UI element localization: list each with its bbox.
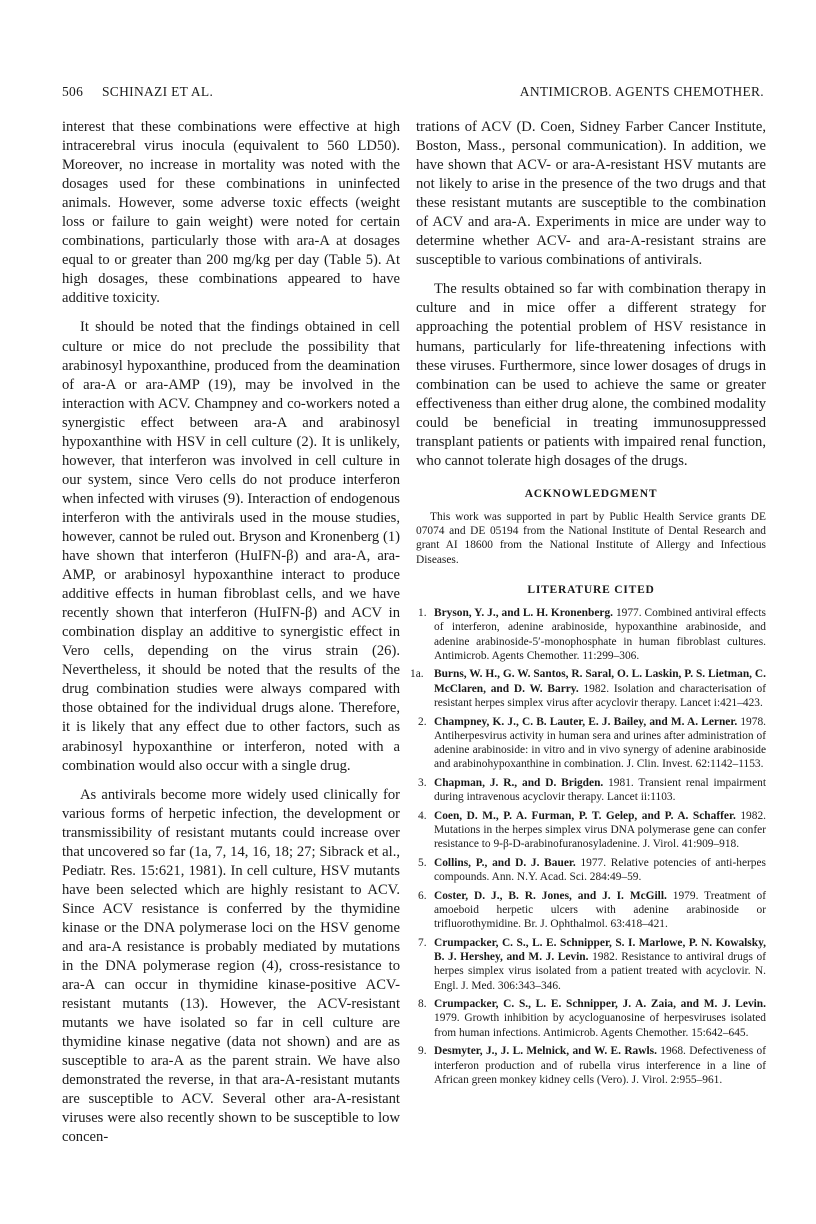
reference-authors: Coen, D. M., P. A. Furman, P. T. Gelep, and P. A. Schaffer. [434, 809, 736, 822]
reference-details: 1978. Antiherpesvirus activity in human sera and urines after administration of adenine arabinoside: in vitro and in vivo synergy of adenine arabinoside and arabinohypoxanthine in combination. J. Clin. Invest. 62:1142–1153. [434, 715, 766, 771]
reference-details: 1982. Mutations in the herpes simplex virus DNA polymerase gene can confer resistance to 9-β-D-arabinofuranosyladenine. J. Virol. 41:909–918. [434, 809, 766, 851]
reference-details: 1981. Transient renal impairment during intravenous acyclovir therapy. Lancet ii:1103. [434, 776, 767, 804]
reference-number: 8. [418, 998, 427, 1011]
running-header [62, 84, 764, 106]
reference-number: 6. [418, 889, 427, 902]
reference-details: 1977. Combined antiviral effects of interferon, adenine arabinoside, hypoxanthine arabinoside, and adenine arabinoside-5′-monophosphate in human fibroblast cultures. Antimicrob. Agents Chemother. 11:299–306. [434, 607, 766, 662]
reference-authors: Collins, P., and D. J. Bauer. [434, 856, 576, 869]
reference-list [410, 606, 767, 1087]
reference-number: 4. [418, 809, 427, 822]
reference-number: 9. [418, 1045, 427, 1058]
reference-item [416, 889, 766, 932]
reference-item [410, 667, 766, 710]
reference-authors: Champney, K. J., C. B. Lauter, E. J. Bailey, and M. A. Lerner. [434, 715, 738, 728]
reference-number: 7. [418, 936, 427, 949]
page-number: 506 [62, 84, 84, 99]
reference-item [416, 1044, 766, 1087]
body-paragraph: trations of ACV (D. Coen, Sidney Farber Cancer Institute, Boston, Mass., personal communication). In addition, we have shown that ACV- or ara-A-resistant HSV mutants are not likely to arise in the presence of the two drugs and that these resistant mutants are susceptible to the combination of ACV and ara-A. Experiments in mice are under way to determine whether ACV- and ara-A-resistant strains are susceptible to various combinations of antivirals. [416, 119, 766, 269]
reference-authors: Bryson, Y. J., and L. H. Kronenberg. [434, 607, 613, 620]
body-paragraph: interest that these combinations were effective at high intracerebral virus inocula (equivalent to 560 LD50). Moreover, no increase in mortality was noted with the dosages used for these combinations in uninfected animals. However, some adverse toxic effects (weight loss or failure to gain weight) were noted for certain combinations, particularly those with ara-A at dosages equal to or greater than 200 mg/kg per day (Table 5). At high dosages, these combinations appeared to have additive toxicity. [62, 119, 400, 307]
acknowledgment-heading: ACKNOWLEDGMENT [524, 487, 658, 500]
literature-cited-heading: LITERATURE CITED [527, 584, 655, 597]
reference-authors: Crumpacker, C. S., L. E. Schnipper, S. I. Marlowe, P. N. Kowalsky, B. J. Hershey, and M. J. Levin. [434, 936, 766, 964]
reference-authors: Burns, W. H., G. W. Santos, R. Saral, O. L. Laskin, P. S. Lietman, C. McClaren, and D. W. Barry. [434, 668, 766, 695]
reference-item [416, 715, 766, 772]
reference-details: 1979. Growth inhibition by acycloguanosine of herpesviruses isolated from human infections. Antimicrob. Agents Chemother. 15:642–645. [434, 1012, 766, 1039]
reference-number: 1a. [410, 668, 424, 681]
reference-item [416, 997, 766, 1040]
reference-authors: Desmyter, J., J. L. Melnick, and W. E. Rawls. [434, 1045, 657, 1058]
reference-authors: Chapman, J. R., and D. Brigden. [434, 776, 604, 789]
reference-details: 1968. Defectiveness of interferon production and of rubella virus interference in a line of African green monkey kidney cells (Vero). J. Virol. 2:955–961. [434, 1045, 766, 1086]
running-authors: SCHINAZI ET AL. [102, 84, 214, 99]
reference-number: 2. [418, 715, 427, 728]
body-paragraph: The results obtained so far with combination therapy in culture and in mice offer a different strategy for approaching the potential problem of HSV resistance in humans, particularly for life-threatening infections with these viruses. Furthermore, since lower dosages of drugs in combination can be used to achieve the same or greater effectiveness than either drug alone, the combined modality could be beneficial in treating immunosuppressed transplant patients or patients with impaired renal function, who cannot tolerate high dosages of the drugs. [416, 281, 766, 469]
reference-item [416, 606, 766, 663]
body-paragraph: As antivirals become more widely used clinically for various forms of herpetic infection, the development or transmissibility of resistant mutants could increase over that uncovered so far (1a, 7, 14, 16, 18; 27; Sibrack et al., Pediatr. Res. 15:621, 1981). In cell culture, HSV mutants have been selected which are highly resistant to ACV. Since ACV resistance is conferred by the thymidine kinase or the DNA polymerase loci on the HSV genome and ara-A resistance is probably mediated by mutations in the DNA polymerase region (4), cross-resistance to ara-A can occur in thymidine kinase-positive ACV-resistant mutants (13). However, the ACV-resistant mutants we have isolated so far in cell culture are thymidine kinase negative (data not shown) and are as susceptible to ara-A as the parent strain. We have also demonstrated the reverse, in that ara-A-resistant mutants are susceptible to ACV. Several other ara-A-resistant viruses were also recently shown to be susceptible to low concen- [62, 786, 400, 1146]
reference-item [416, 776, 766, 804]
reference-authors: Coster, D. J., B. R. Jones, and J. I. McGill. [434, 889, 667, 902]
reference-details: 1982. Isolation and characterisation of resistant herpes simplex virus after acyclovir therapy. Lancet i:421–423. [434, 682, 766, 709]
reference-item [416, 856, 766, 884]
acknowledgment-text: This work was supported in part by Public Health Service grants DE 07074 and DE 05194 from the National Institute of Dental Research and grant AI 18600 from the National Institute of Allergy and Infectious Diseases. [416, 510, 766, 566]
reference-item [416, 936, 766, 993]
reference-number: 1. [418, 607, 427, 620]
reference-authors: Crumpacker, C. S., L. E. Schnipper, J. A. Zaia, and M. J. Levin. [434, 998, 766, 1011]
journal-name: ANTIMICROB. AGENTS CHEMOTHER. [519, 84, 764, 99]
reference-number: 5. [418, 856, 427, 869]
reference-details: 1982. Resistance to antiviral drugs of herpes simplex virus isolated from a patient treated with acyclovir. N. Engl. J. Med. 306:343–346. [434, 951, 766, 992]
body-paragraph: It should be noted that the findings obtained in cell culture or mice do not preclude the possibility that arabinosyl hypoxanthine, produced from the deamination of ara-A or ara-AMP (19), may be involved in the interaction with ACV. Champney and co-workers noted a synergistic effect between ara-A and arabinosyl hypoxanthine with HSV in cell culture (2). It is unlikely, however, that interferon was involved in cell culture in our system, since Vero cells do not produce interferon when infected with viruses (9). Interaction of endogenous interferon with the antivirals used in the mouse studies, however, cannot be ruled out. Bryson and Kronenberg (1) have shown that interferon (HuIFN-β) and ara-A, ara-AMP, or arabinosyl hypoxanthine interact to produce additive effects in human fibroblast cells, and we have recently shown that interferon (HuIFN-β) and ACV in combination display an additive to synergistic effect in Vero cells, depending on the virus strain (26). Nevertheless, it should be noted that the results of the drug combination studies were always compared with those obtained for the individual drugs alone. Therefore, it is likely that any effect due to other factors, such as arabinosyl hypoxanthine or interferon, noted with a combination would also occur with a single drug. [62, 319, 400, 774]
reference-details: 1979. Treatment of amoeboid herpetic ulcers with adenine arabinoside or trifluorothymidine. Br. J. Ophthalmol. 63:418–421. [434, 889, 767, 931]
reference-number: 3. [418, 776, 427, 789]
reference-details: 1977. Relative potencies of anti-herpes compounds. Ann. N.Y. Acad. Sci. 284:49–59. [434, 856, 766, 884]
left-column [62, 118, 400, 1147]
right-column [410, 118, 767, 1091]
reference-item [416, 809, 766, 852]
